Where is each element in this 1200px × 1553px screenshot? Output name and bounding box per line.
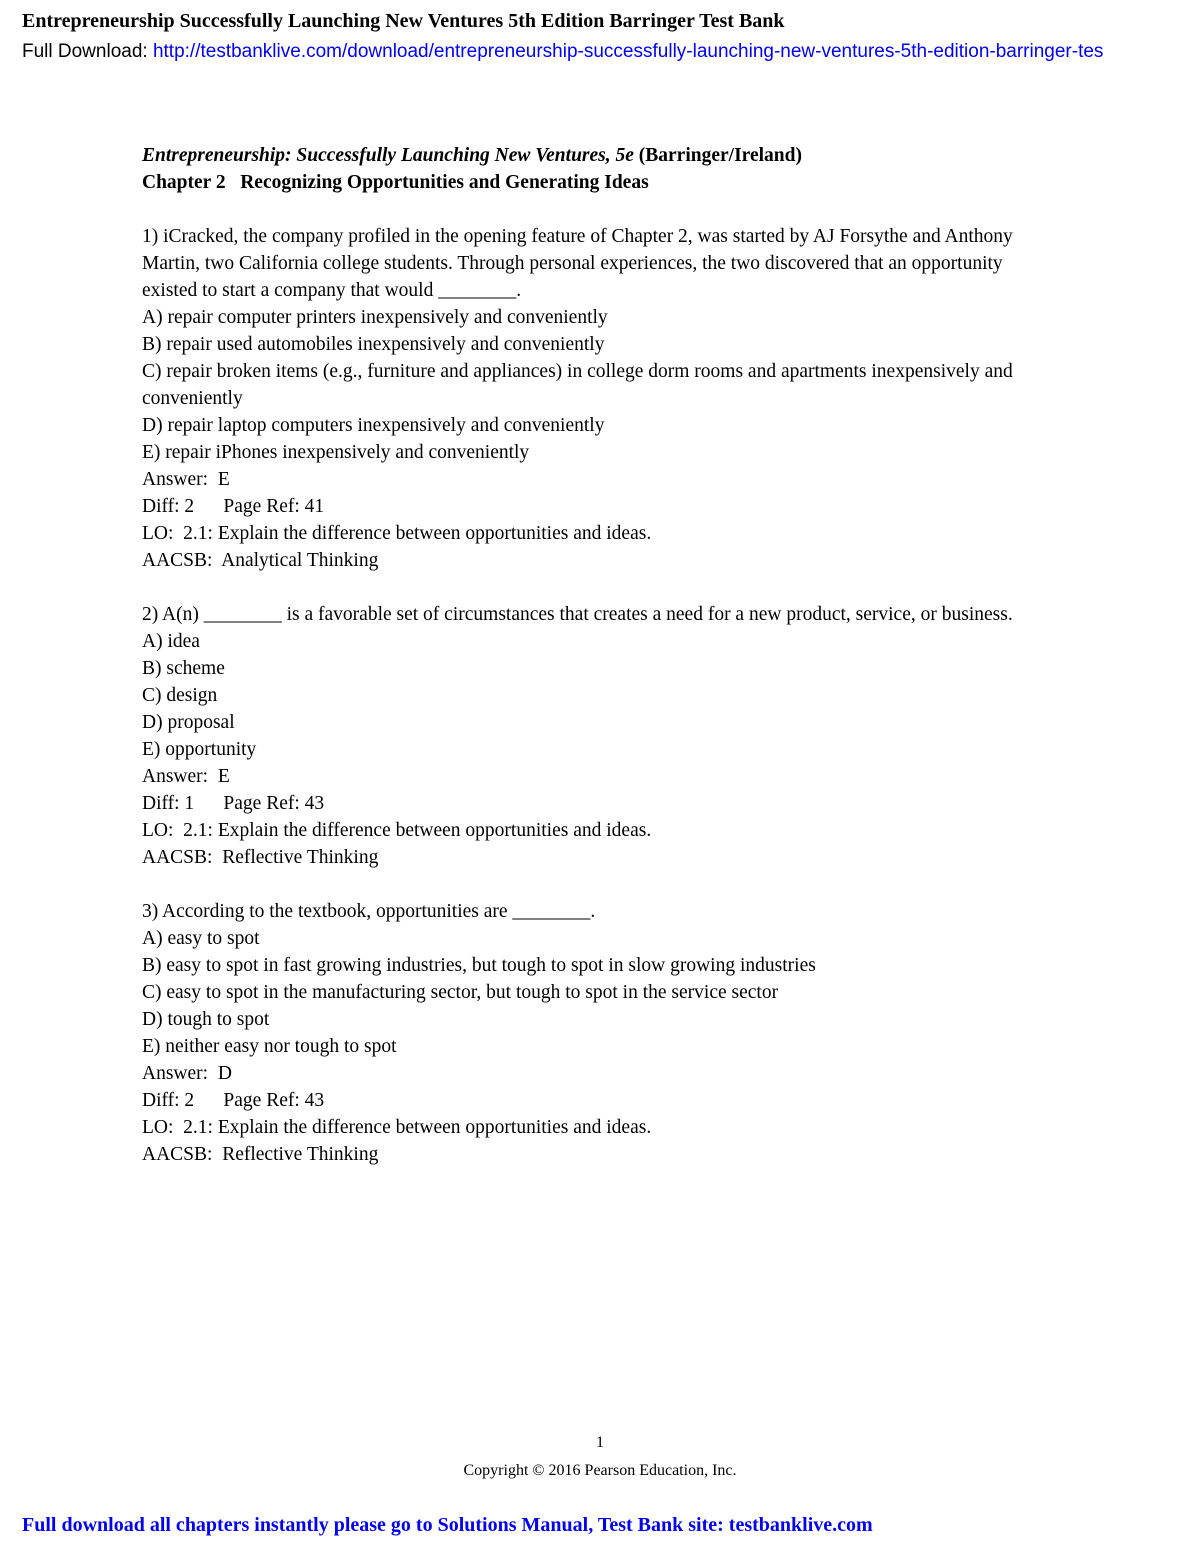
learning-objective: LO: 2.1: Explain the difference between opportunities and ideas. (142, 820, 652, 841)
question-2 (142, 601, 1042, 871)
copyright: Copyright © 2016 Pearson Education, Inc. (463, 1462, 737, 1479)
question-stem: 2) A(n) ________ is a favorable set of circumstances that creates a need for a new product, service, or business. (142, 604, 1013, 625)
learning-objective: LO: 2.1: Explain the difference between opportunities and ideas. (142, 1117, 652, 1138)
option-b: B) repair used automobiles inexpensively and conveniently (142, 334, 605, 355)
option-a: A) easy to spot (142, 928, 260, 949)
answer: Answer: E (142, 766, 230, 787)
aacsb: AACSB: Reflective Thinking (142, 1144, 379, 1165)
banner-title: Entrepreneurship Successfully Launching New Ventures 5th Edition Barringer Test Bank (22, 10, 785, 32)
download-link[interactable]: http://testbanklive.com/download/entrepreneurship-successfully-launching-new-ventures-5th-edition-barringer-tes (152, 41, 1104, 62)
question-1 (142, 223, 1042, 574)
aacsb: AACSB: Reflective Thinking (142, 847, 379, 868)
option-c: C) design (142, 685, 218, 706)
difficulty-page-ref: Diff: 1 Page Ref: 43 (142, 793, 325, 814)
answer: Answer: E (142, 469, 230, 490)
difficulty-page-ref: Diff: 2 Page Ref: 41 (142, 496, 325, 517)
bottom-download-banner[interactable]: Full download all chapters instantly please go to Solutions Manual, Test Bank site: testbanklive.com (22, 1514, 873, 1536)
option-b: B) scheme (142, 658, 225, 679)
option-c: C) easy to spot in the manufacturing sector, but tough to spot in the service sector (142, 982, 779, 1003)
option-b: B) easy to spot in fast growing industries, but tough to spot in slow growing industries (142, 955, 816, 976)
option-e: E) neither easy nor tough to spot (142, 1036, 397, 1057)
page-number: 1 (596, 1434, 604, 1451)
question-stem: 1) iCracked, the company profiled in the opening feature of Chapter 2, was started by AJ Forsythe and Anthony Martin, two California college students. Through personal experiences, the two discovered that an opportunity existed to start a company that would ________. (142, 226, 1013, 301)
question-stem: 3) According to the textbook, opportunities are ________. (142, 901, 596, 922)
option-d: D) proposal (142, 712, 235, 733)
option-a: A) repair computer printers inexpensively and conveniently (142, 307, 608, 328)
question-3 (142, 898, 1042, 1168)
option-c: C) repair broken items (e.g., furniture and appliances) in college dorm rooms and apartments inexpensively and conveniently (142, 361, 1013, 409)
aacsb: AACSB: Analytical Thinking (142, 550, 379, 571)
book-authors: (Barringer/Ireland) (633, 145, 802, 166)
chapter-heading: Chapter 2 Recognizing Opportunities and Generating Ideas (142, 172, 649, 193)
document-title (142, 142, 1042, 169)
option-d: D) repair laptop computers inexpensively and conveniently (142, 415, 605, 436)
option-e: E) repair iPhones inexpensively and conveniently (142, 442, 530, 463)
learning-objective: LO: 2.1: Explain the difference between opportunities and ideas. (142, 523, 652, 544)
download-label: Full Download: (22, 41, 153, 62)
difficulty-page-ref: Diff: 2 Page Ref: 43 (142, 1090, 325, 1111)
option-a: A) idea (142, 631, 200, 652)
book-title: Entrepreneurship: Successfully Launching New Ventures, 5e (142, 145, 634, 166)
answer: Answer: D (142, 1063, 232, 1084)
option-d: D) tough to spot (142, 1009, 270, 1030)
banner-download (22, 41, 1200, 63)
option-e: E) opportunity (142, 739, 257, 760)
document-body (142, 142, 1042, 1168)
